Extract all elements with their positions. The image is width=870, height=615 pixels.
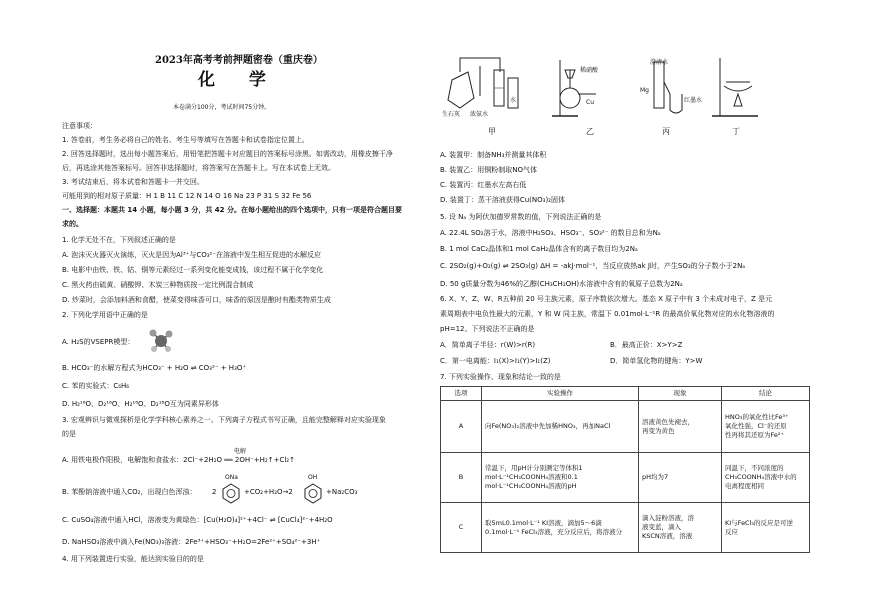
subject-title: 化 学: [198, 70, 280, 90]
q3-option-c: C. CuSO₄溶液中通入HCl，溶液变为黄绿色：[Cu(H₂O)₄]²⁺+4Cl⁻ ⇌ [CuCl₄]²⁻+4H₂O: [62, 516, 333, 524]
q6-option-b: B．最高正价：X>Y>Z: [610, 341, 683, 349]
notes-item: 后，再选涂其他答案标号。回答非选择题时，将答案写在答题卡上。写在本试卷上无效。: [62, 164, 335, 172]
q6-option-d: D．简单氢化物的键角：Y>W: [610, 357, 703, 365]
q6-stem: 素周期表中电负性最大的元素，Y 和 W 同主族，常温下 0.01mol·L⁻¹R 的最高价氧化物对应的水化物溶液的: [440, 310, 775, 318]
section-intro: 一、选择题：本题共 14 小题，每小题 3 分，共 42 分。在每小题给出的四个选项中，只有一项是符合题目要: [62, 206, 402, 214]
q1-option-c: C. 黑火药由硫黄、硝酸钾、木炭三种物质按一定比例混合制成: [62, 281, 254, 289]
fig-caption-bing: 丙: [662, 127, 670, 136]
fig-label: 澄清水: [650, 59, 669, 66]
notes-item: 2. 回答选择题时，选出每小题答案后，用铅笔把答题卡对应题目的答案标号涂黑。如需改动，用橡皮擦干净: [62, 150, 393, 158]
q6-option-c: C．第一电离能：I₁(X)>I₁(Y)>I₁(Z): [440, 357, 551, 365]
q5-option-c: C. 2SO₂(g)+O₂(g) ⇌ 2SO₃(g) ΔH = -akJ·mol⁻¹，当反应放热ak J时，产生SO₃的分子数小于2Nₐ: [440, 262, 746, 270]
table-row: [441, 453, 810, 503]
q5-option-a: A. 22.4L SO₂溶于水，溶液中H₂SO₃、HSO₃⁻、SO₃²⁻ 的数目总和为Nₐ: [440, 229, 661, 237]
ona-label: ONa: [225, 474, 238, 481]
table-cell-option: C: [441, 503, 482, 553]
q4-option-b: B. 装置乙：用铜粉制取NO气体: [440, 166, 537, 174]
atomic-masses: 可能用到的相对原子质量：H 1 B 11 C 12 N 14 O 16 Na 23 P 31 S 32 Fe 56: [62, 192, 312, 200]
q1-option-a: A. 泡沫灭火器灭火演练，灭火是因为Al³⁺与CO₃²⁻在溶液中发生相互促进的水解反应: [62, 251, 322, 259]
q3-option-a: A. 用铁电极作阳极，电解饱和食盐水：2Cl⁻+2H₂O ══ 2OH⁻+H₂↑+Cl₂↑: [62, 456, 295, 464]
q3-stem: 3. 宏观辨识与微观探析是化学学科核心素养之一。下列离子方程式书写正确，且能完整解释对应实验现象: [62, 416, 386, 424]
table-cell-operation: 取5mL0.1mol·L⁻¹ KI溶液，滴加5～6滴 0.1mol·L⁻¹ FeCl₃溶液，充分反应后，将溶液分: [482, 503, 639, 553]
q4-option-a: A. 装置甲：制备NH₃并测量其体积: [440, 151, 547, 159]
fig-label: Mg: [640, 87, 649, 94]
q5-option-d: D. 50 g质量分数为46%的乙醇(CH₃CH₂OH)水溶液中含有的氧原子总数为2Nₐ: [440, 280, 683, 288]
apparatus-ding-icon: [708, 52, 768, 122]
q3-b-equation: +CO₂+H₂O→2: [244, 488, 293, 496]
fig-caption-jia: 甲: [488, 127, 496, 136]
table-row: [441, 401, 810, 453]
q6-option-a: A．简单离子半径：r(W)>r(R): [440, 341, 536, 349]
q2-option-c: C. 苯的实验式：C₆H₆: [62, 382, 130, 390]
electrolysis-label: 电解: [234, 448, 247, 455]
q2-option-d: D. H₂¹⁶O、D₂¹⁶O、H₂¹⁸O、D₂¹⁸O互为同素异形体: [62, 400, 219, 408]
q3-b-tail: +Na₂CO₃: [326, 488, 358, 496]
section-intro: 求的。: [62, 220, 83, 228]
fig-label: 生石灰: [442, 111, 461, 118]
q1-stem: 1. 化学无处不在，下列叙述正确的是: [62, 236, 176, 244]
q1-option-d: D. 炒菜时，会添加料酒和食醋，使菜变得味香可口，味香的原因是酿时有酯类物质生成: [62, 296, 331, 304]
exam-meta: 本卷满分100分，考试时间75分钟。: [173, 104, 271, 111]
q7-table: [440, 386, 810, 553]
q7-stem: 7. 下列实验操作、现象和结论一致的是: [440, 373, 561, 381]
table-row: [441, 503, 810, 553]
table-header: 现象: [639, 387, 722, 401]
q4-option-d: D. 装置丁：蒸干溶液获得Cu(NO₃)₂固体: [440, 196, 565, 204]
q3-option-d: D. NaHSO₃溶液中滴入Fe(NO₃)₃溶液：2Fe³⁺+HSO₃⁻+H₂O=2Fe²⁺+SO₄²⁻+3H⁺: [62, 538, 321, 546]
q5-stem: 5. 设 Nₐ 为阿伏加德罗常数的值，下列说法正确的是: [440, 213, 602, 221]
table-header: 选项: [441, 387, 482, 401]
table-header: 结论: [722, 387, 810, 401]
fig-label: 稀硝酸: [580, 67, 599, 74]
fig-caption-ding: 丁: [732, 127, 740, 136]
table-cell-conclusion: HNO₃的氧化性比Fe³⁺ 氧化性强，Cl⁻的还原 性再将其还原为Fe²⁺: [722, 401, 810, 453]
exam-title: 2023年高考考前押题密卷（重庆卷）: [155, 55, 323, 66]
q1-option-b: B. 电影中由铁、铁、钴、铜等元素经过一系列变化能变成钱，该过程不属于化学变化: [62, 266, 324, 274]
q6-stem: 6. X、Y、Z、W、R五种前 20 号主族元素，原子序数依次增大。基态 X 原子中有 3 个未成对电子，Z 是元: [440, 295, 773, 303]
fig-label: 浓氨水: [470, 111, 489, 118]
table-cell-phenomenon: pH均为7: [639, 453, 722, 503]
fig-label: 红墨水: [684, 97, 703, 104]
q3-option-b: B. 苯酚钠溶液中通入CO₂，出现白色浑浊：: [62, 488, 197, 496]
notes-heading: 注意事项：: [62, 122, 97, 130]
table-cell-option: A: [441, 401, 482, 453]
phenoxide-coef: 2: [212, 488, 217, 496]
h2s-vsepr-model-icon: [148, 328, 174, 354]
fig-label: 水: [510, 97, 517, 104]
q6-stem: pH=12。下列说法不正确的是: [440, 325, 535, 333]
apparatus-yi-icon: [548, 56, 608, 120]
table-cell-phenomenon: 滴入淀粉溶液，溶 液变蓝，滴入 KSCN溶液，溶液: [639, 503, 722, 553]
q3-stem: 的是: [62, 430, 76, 438]
table-cell-operation: 向Fe(NO₃)₂溶液中先加稀HNO₃，再加NaCl: [482, 401, 639, 453]
q5-option-b: B. 1 mol CaC₂晶体和1 mol CaH₂晶体含有的离子数目均为2Nₐ: [440, 245, 638, 253]
q2-option-b: B. HCO₃⁻的水解方程式为HCO₃⁻ + H₂O ⇌ CO₃²⁻ + H₃O⁺: [62, 364, 247, 372]
oh-label: OH: [308, 474, 318, 481]
notes-item: 1. 答卷前，考生务必将自己的姓名、考生号等填写在答题卡和试卷指定位置上。: [62, 136, 309, 144]
table-cell-conclusion: 同温下，不同浓度的 CH₃COONH₄溶液中水的 电离程度相同: [722, 453, 810, 503]
q2-option-a: A. H₂S的VSEPR模型：: [62, 338, 135, 346]
table-cell-phenomenon: 溶液黄色先褪去， 再变为黄色: [639, 401, 722, 453]
q4-stem: 4. 用下列装置进行实验，能达到实验目的的是: [62, 555, 204, 563]
notes-item: 3. 考试结束后，将本试卷和答题卡一并交回。: [62, 178, 204, 186]
fig-caption-yi: 乙: [586, 127, 594, 136]
table-header: 实验操作: [482, 387, 639, 401]
table-cell-option: B: [441, 453, 482, 503]
table-cell-conclusion: KI与FeCl₃的反应是可逆 反应: [722, 503, 810, 553]
q2-stem: 2. 下列化学用语中正确的是: [62, 311, 148, 319]
table-header-row: [441, 387, 810, 401]
q4-option-c: C. 装置丙：红墨水左高右低: [440, 181, 527, 189]
table-cell-operation: 常温下，用pH计分别测定等体积1 mol·L⁻¹CH₃COONH₄溶液和0.1 mol·L⁻¹CH₃COONH₄溶液的pH: [482, 453, 639, 503]
fig-label: Cu: [586, 99, 594, 106]
